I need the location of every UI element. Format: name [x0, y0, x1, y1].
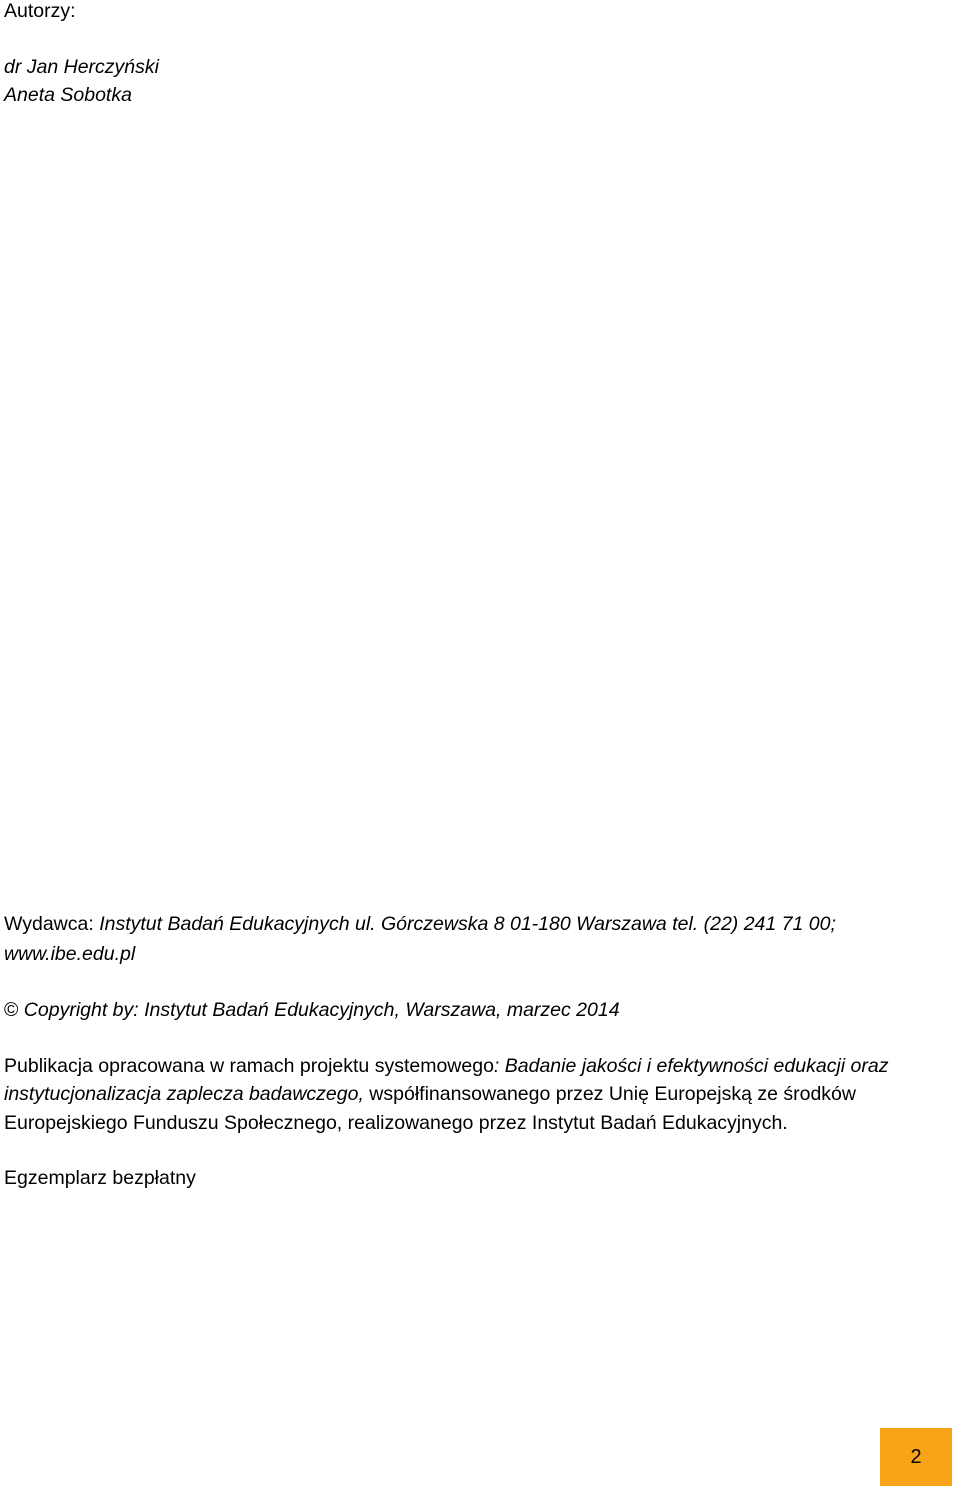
project-title: : Badanie jakości i efektywności edukacji oraz — [493, 1055, 889, 1077]
publication-note-line — [4, 1085, 856, 1105]
publication-note-text: Publikacja opracowana w ramach projektu systemowego — [4, 1055, 494, 1077]
author-name: dr Jan Herczyński — [4, 56, 159, 78]
free-copy-note: Egzemplarz bezpłatny — [4, 1167, 196, 1189]
publication-note-line — [4, 1057, 888, 1077]
publication-note-text: współfinansowanego przez Unię Europejską ze środków — [363, 1083, 856, 1105]
publisher-label: Wydawca: — [4, 913, 100, 935]
page-number-badge — [880, 1428, 952, 1486]
publisher-line — [4, 915, 836, 935]
publisher-name-address: Instytut Badań Edukacyjnych ul. Górczewska 8 01-180 Warszawa tel. (22) 241 71 00; — [99, 913, 836, 935]
page-number: 2 — [910, 1445, 922, 1468]
copyright-icon: © — [4, 999, 19, 1021]
author-name: Aneta Sobotka — [4, 84, 132, 106]
copyright-line — [4, 1001, 620, 1021]
copyright-text: Copyright by: Instytut Badań Edukacyjnych, Warszawa, marzec 2014 — [23, 999, 620, 1021]
publisher-website: www.ibe.edu.pl — [4, 943, 136, 965]
project-title: instytucjonalizacja zaplecza badawczego, — [4, 1083, 364, 1105]
authors-heading: Autorzy: — [4, 0, 76, 22]
publication-note-line: Europejskiego Funduszu Społecznego, realizowanego przez Instytut Badań Edukacyjnych. — [4, 1112, 788, 1134]
